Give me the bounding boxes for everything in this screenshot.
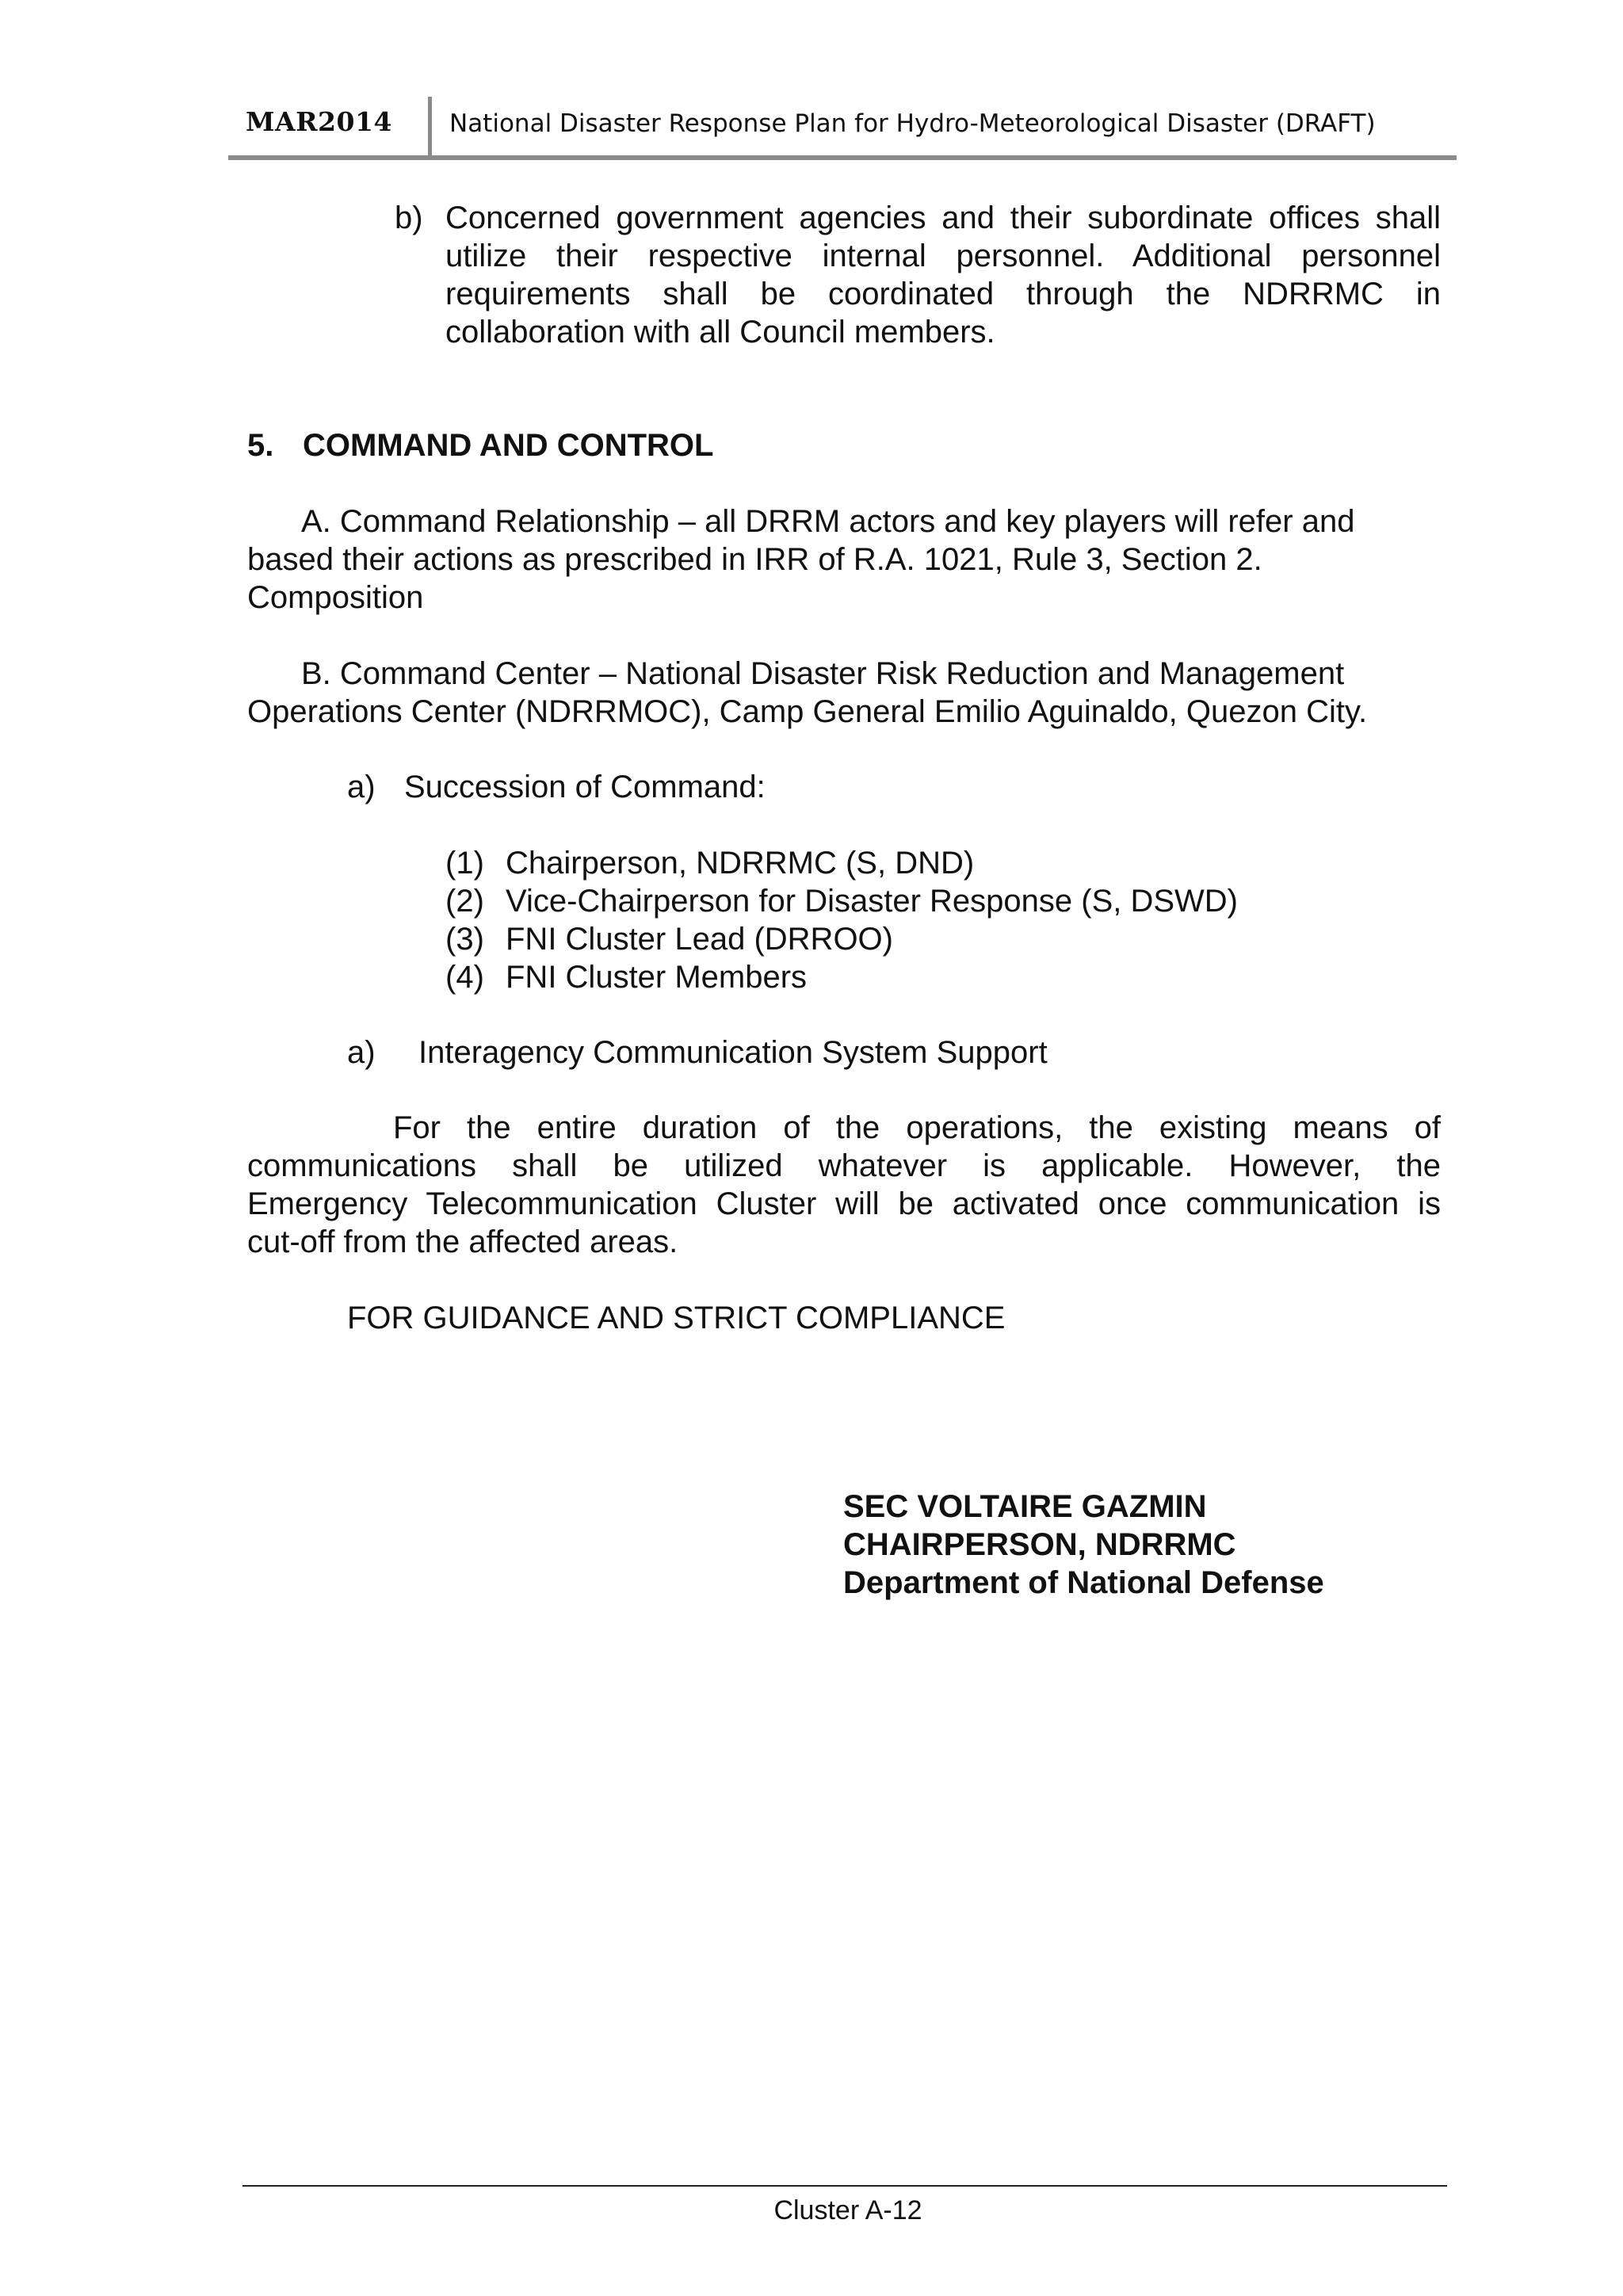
item-b-line: Concerned government agencies and their subordinate offices shall [445, 201, 1441, 235]
command-relationship-line: Composition [247, 580, 424, 615]
header-rule [228, 155, 1457, 160]
succession-item-number: (1) [445, 846, 484, 881]
interagency-label: a) [347, 1035, 376, 1070]
succession-item-number: (4) [445, 960, 484, 995]
section-number: 5. [247, 428, 274, 463]
document-title: National Disaster Response Plan for Hydro-Meteorological Disaster (DRAFT) [449, 109, 1376, 138]
page-label: Cluster A-12 [773, 2195, 922, 2225]
succession-item-number: (2) [445, 884, 484, 919]
signatory-name: SEC VOLTAIRE GAZMIN [843, 1489, 1207, 1524]
signatory-department: Department of National Defense [843, 1565, 1324, 1600]
succession-title: Succession of Command: [404, 770, 766, 804]
document-code: MAR2014 [246, 106, 392, 137]
succession-item-number: (3) [445, 922, 484, 957]
footer-rule [242, 2185, 1447, 2187]
section-title: COMMAND AND CONTROL [303, 428, 714, 463]
succession-item-text: FNI Cluster Members [506, 960, 808, 995]
succession-item-text: Chairperson, NDRRMC (S, DND) [506, 846, 975, 881]
command-center-line: Operations Center (NDRRMOC), Camp General Emilio Aguinaldo, Quezon City. [247, 694, 1368, 729]
item-b-label: b) [395, 201, 423, 235]
item-b-line: utilize their respective internal personnel. Additional personnel [445, 239, 1441, 273]
command-relationship-line: A. Command Relationship – all DRRM actors and key players will refer and [301, 504, 1355, 539]
interagency-title: Interagency Communication System Support [418, 1035, 1048, 1070]
succession-label: a) [347, 770, 376, 804]
signatory-position: CHAIRPERSON, NDRRMC [843, 1527, 1236, 1562]
communication-line: cut-off from the affected areas. [247, 1224, 678, 1259]
command-center-line: B. Command Center – National Disaster Risk Reduction and Management [301, 656, 1345, 691]
succession-item-text: FNI Cluster Lead (DRROO) [506, 922, 893, 957]
item-b-line: requirements shall be coordinated through the NDRRMC in [445, 277, 1441, 311]
communication-line: Emergency Telecommunication Cluster will be activated once communication is [247, 1186, 1441, 1221]
item-b-line: collaboration with all Council members. [445, 315, 995, 350]
communication-line: communications shall be utilized whatever is applicable. However, the [247, 1148, 1441, 1183]
command-relationship-line: based their actions as prescribed in IRR of R.A. 1021, Rule 3, Section 2. [247, 542, 1262, 577]
succession-item-text: Vice-Chairperson for Disaster Response (S, DSWD) [506, 884, 1239, 919]
guidance-statement: FOR GUIDANCE AND STRICT COMPLIANCE [347, 1301, 1006, 1335]
header-separator [428, 97, 432, 159]
communication-line: For the entire duration of the operations, the existing means of [393, 1110, 1441, 1145]
